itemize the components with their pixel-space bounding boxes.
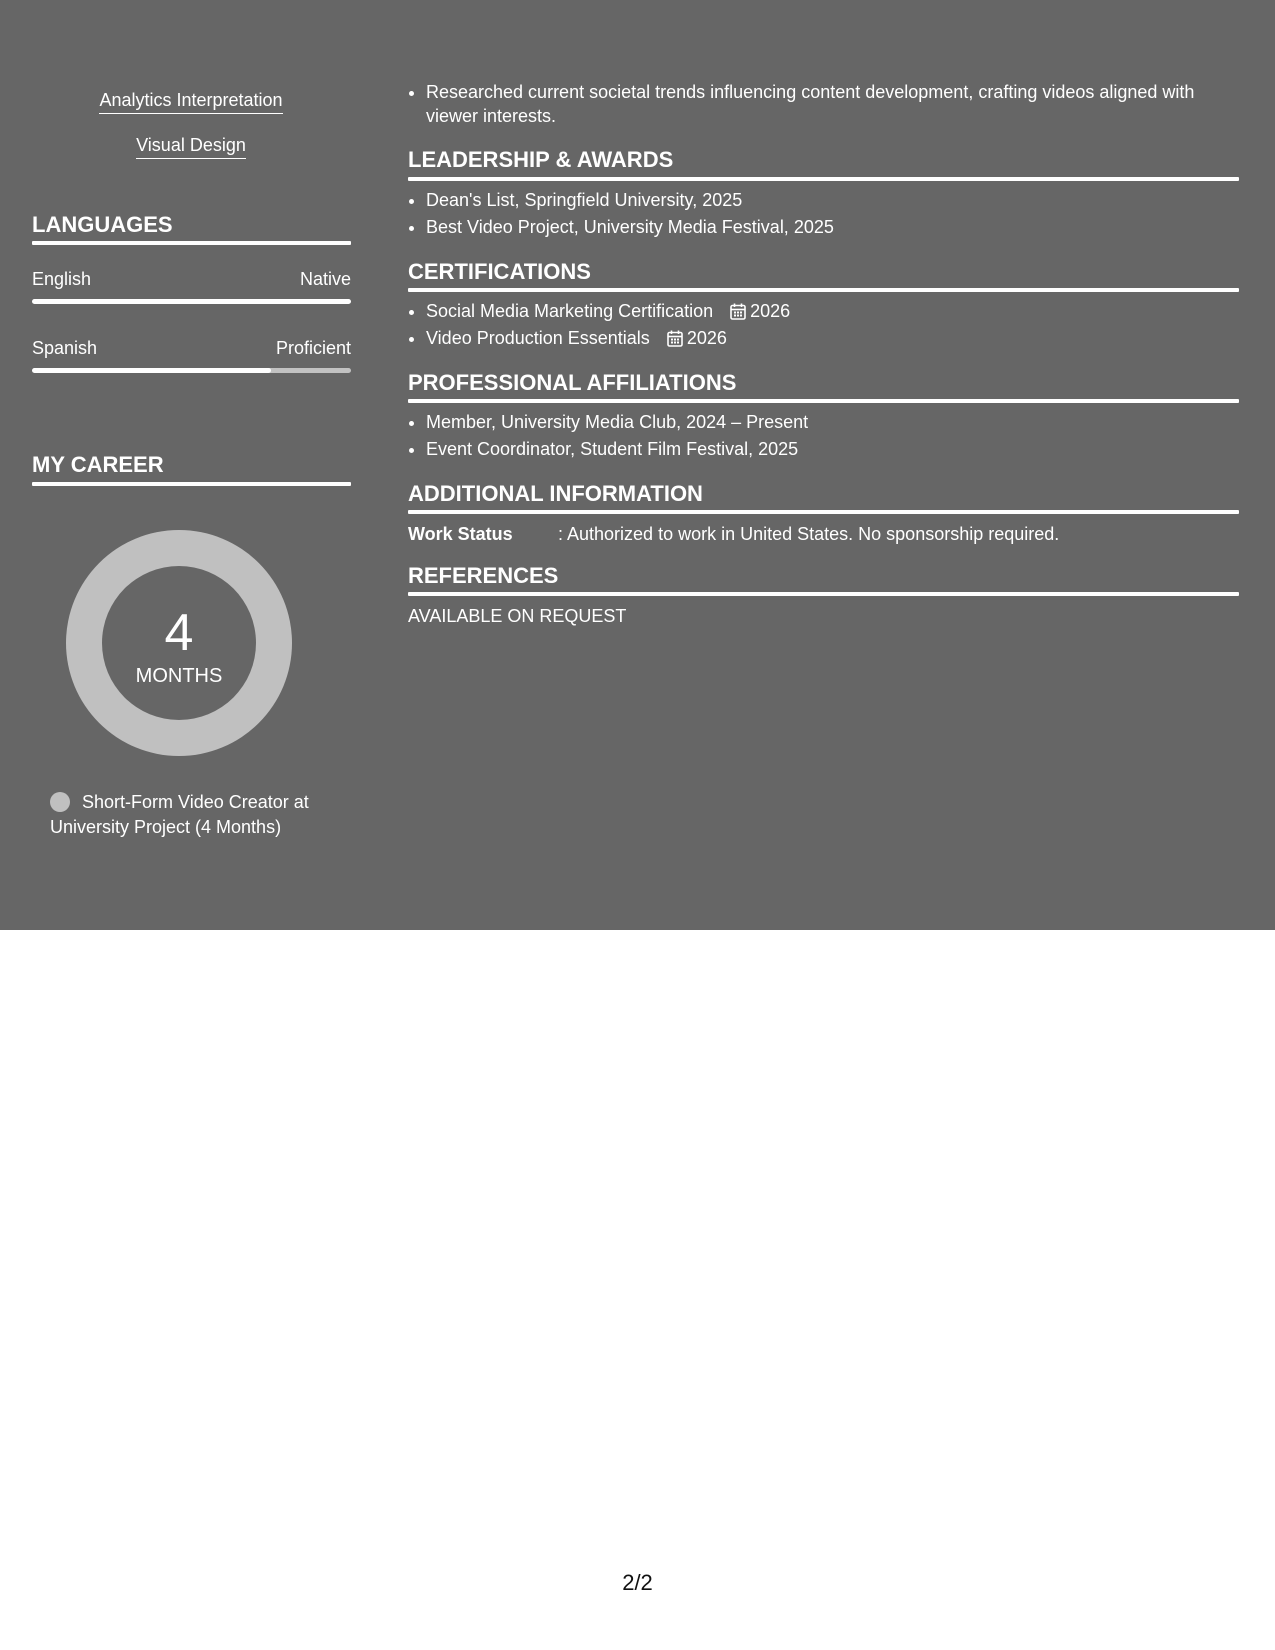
- certification-year: 2026: [750, 301, 791, 321]
- language-bar-fill: [32, 299, 351, 304]
- languages-divider: [32, 241, 351, 245]
- career-legend-label: Short-Form Video Creator at University Project (4 Months): [50, 792, 309, 837]
- language-level: Native: [299, 269, 351, 289]
- certifications-divider: [408, 288, 1239, 292]
- list-item: • Event Coordinator, Student Film Festival, 2025: [426, 437, 1239, 461]
- language-bar-fill: [32, 368, 271, 373]
- calendar-icon: [667, 330, 683, 347]
- career-total-unit: MONTHS: [135, 665, 223, 687]
- work-status-value: : Authorized to work in United States. No sponsorship required.: [558, 524, 1060, 544]
- work-status-row: [408, 522, 1239, 546]
- page-number: 2/2: [622, 1570, 653, 1595]
- career-divider: [32, 482, 351, 486]
- work-status-label: Work Status: [408, 524, 513, 544]
- certifications-title: CERTIFICATIONS: [408, 259, 591, 284]
- skill-label: Visual Design: [136, 134, 246, 159]
- leadership-divider: [408, 177, 1239, 181]
- certification-name: Video Production Essentials: [426, 328, 650, 348]
- certification-name: Social Media Marketing Certification: [426, 301, 714, 321]
- list-item: [426, 299, 1239, 323]
- list-item: • Researched current societal trends influencing content development, crafting videos aligned with viewer interests.: [426, 80, 1239, 128]
- list-item: • Best Video Project, University Media Festival, 2025: [426, 215, 1239, 239]
- certifications-list: [408, 299, 1239, 353]
- skill-link-visual-design[interactable]: [32, 134, 350, 159]
- affiliations-title: PROFESSIONAL AFFILIATIONS: [408, 370, 737, 395]
- career-donut-chart: [66, 530, 292, 756]
- list-item: • Member, University Media Club, 2024 – Present: [426, 410, 1239, 434]
- experience-bullets: [408, 80, 1239, 131]
- leadership-title: LEADERSHIP & AWARDS: [408, 147, 674, 172]
- language-name: Spanish: [32, 338, 98, 358]
- calendar-icon: [730, 303, 746, 320]
- affiliations-list: [408, 410, 1239, 464]
- language-name: English: [32, 269, 92, 289]
- skill-link-analytics[interactable]: [32, 89, 350, 114]
- references-title: REFERENCES: [408, 563, 559, 588]
- language-row-spanish: [32, 337, 351, 359]
- career-title: MY CAREER: [32, 452, 164, 477]
- language-row-english: [32, 268, 351, 290]
- legend-dot-icon: [50, 792, 70, 812]
- career-legend-item: [50, 790, 350, 840]
- additional-info-divider: [408, 510, 1239, 514]
- donut-center: [102, 566, 256, 720]
- additional-info-title: ADDITIONAL INFORMATION: [408, 481, 703, 506]
- certification-year: 2026: [686, 328, 727, 348]
- references-text: AVAILABLE ON REQUEST: [408, 606, 627, 626]
- list-item: [426, 326, 1239, 350]
- language-level: Proficient: [275, 338, 351, 358]
- affiliations-divider: [408, 399, 1239, 403]
- career-total-value: 4: [164, 604, 194, 662]
- skill-label: Analytics Interpretation: [99, 89, 282, 114]
- references-divider: [408, 592, 1239, 596]
- language-bar-english: [32, 299, 351, 304]
- language-bar-spanish: [32, 368, 351, 373]
- list-item: • Dean's List, Springfield University, 2025: [426, 188, 1239, 212]
- languages-title: LANGUAGES: [32, 212, 173, 237]
- leadership-list: [408, 188, 1239, 242]
